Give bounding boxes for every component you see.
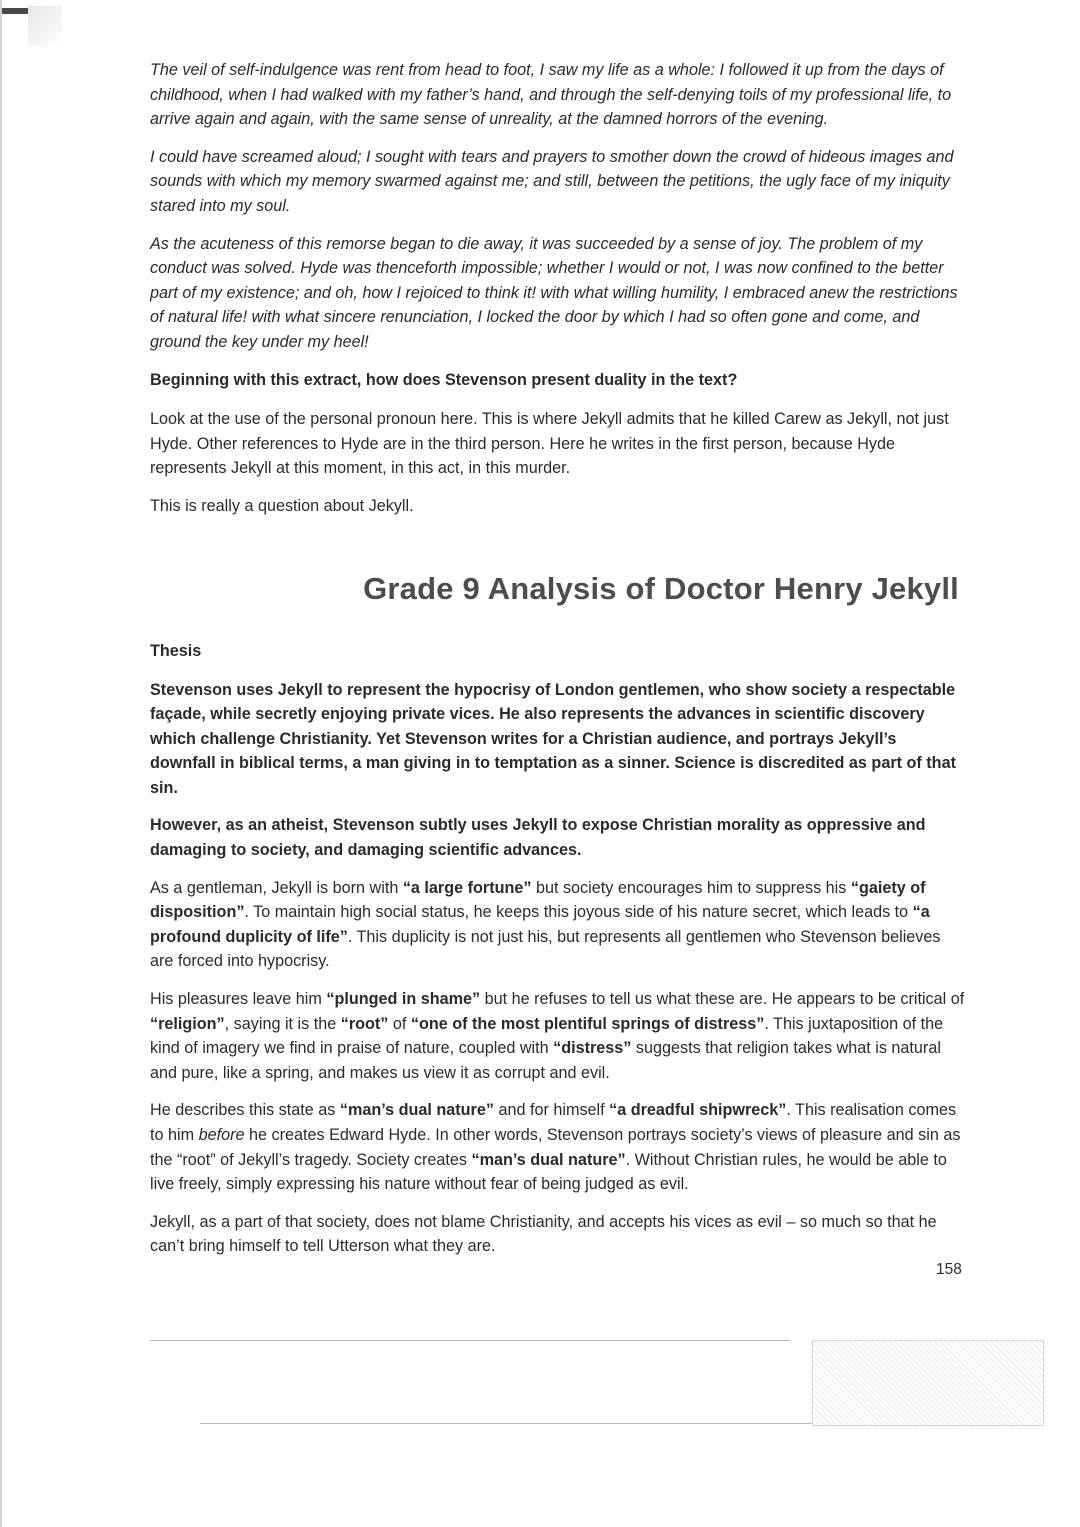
text-run: As a gentleman, Jekyll is born with — [150, 878, 403, 897]
text-run: . This realisation comes to him — [150, 1101, 957, 1144]
text-run: His pleasures leave him — [150, 990, 327, 1009]
quotation: “man’s dual nature” — [339, 1101, 494, 1120]
quotation: “distress” — [553, 1039, 632, 1058]
scan-line — [200, 1423, 820, 1424]
text-run: . This duplicity is not just his, but represents all gentlemen who Stevenson believes are forced into hypocrisy. — [150, 927, 941, 971]
scan-line — [150, 1340, 790, 1341]
emphasis: before — [198, 1126, 245, 1144]
scan-box-artifact — [812, 1340, 1044, 1426]
quotation: “plunged in shame” — [326, 990, 481, 1009]
text-run: . This juxtaposition of the kind of imagery we find in praise of nature, coupled with — [150, 1014, 944, 1058]
body-paragraph-3 — [150, 1098, 965, 1196]
text-run: but he refuses to tell us what these are. He appears to be critical of — [480, 990, 965, 1009]
text-run: , saying it is the — [224, 1014, 341, 1033]
page-number: 158 — [936, 1261, 962, 1278]
scan-edge — [0, 0, 2, 1527]
text-run: and for himself — [493, 1101, 610, 1120]
quotation: “a profound duplicity of life” — [150, 903, 930, 946]
text-run: He describes this state as — [150, 1101, 340, 1120]
text-run: but society encourages him to suppress his — [531, 878, 851, 897]
text-run: . To maintain high social status, he keeps this joyous side of his nature secret, which leads to — [244, 903, 913, 922]
answer-paragraph-1: Look at the use of the personal pronoun here. This is where Jekyll admits that he killed Carew as Jekyll, not just Hyde. Other references to Hyde are in the third person. Here he writes in the first person, because Hyde represents Jekyll at this moment, in this act, in this murder. — [150, 410, 949, 478]
page-content — [150, 58, 965, 1272]
answer-paragraph-2: This is really a question about Jekyll. — [150, 496, 414, 515]
extract-paragraph-2: I could have screamed aloud; I sought with tears and prayers to smother down the crowd of hideous images and sounds with which my memory swarmed against me; and still, between the petitions, the ugly face of my iniquity stared into my soul. — [150, 147, 954, 215]
quotation: “a large fortune” — [402, 878, 532, 897]
body-paragraph-1 — [150, 876, 965, 974]
quotation: “religion” — [150, 1014, 225, 1033]
extract-paragraph-1: The veil of self-indulgence was rent from head to foot, I saw my life as a whole: I followed it up from the days of childhood, when I had walked with my father’s hand, and through the self-denying toils of my professional life, to arrive again and again, with the same sense of unreality, at the damned horrors of the evening. — [150, 61, 952, 129]
body-paragraph-2 — [150, 987, 965, 1085]
essay-question: Beginning with this extract, how does Stevenson present duality in the text? — [150, 370, 738, 389]
quotation: “one of the most plentiful springs of distress” — [410, 1014, 765, 1033]
scan-artifact — [2, 8, 28, 14]
text-run: suggests that religion takes what is natural and pure, like a spring, and makes us view it as corrupt and evil. — [150, 1039, 941, 1082]
quotation: “man’s dual nature” — [471, 1150, 626, 1169]
quotation: “gaiety of disposition” — [150, 878, 926, 922]
quotation: “root” — [340, 1014, 389, 1033]
text-run: . Without Christian rules, he would be able to live freely, simply expressing his nature without fear of being judged as evil. — [150, 1150, 947, 1194]
thesis-label: Thesis — [150, 641, 202, 660]
extract-paragraph-3: As the acuteness of this remorse began to die away, it was succeeded by a sense of joy. The problem of my conduct was solved. Hyde was thenceforth impossible; whether I would or not, I was now confined to the better part of my existence; and oh, how I rejoiced to think it! with what willing humility, I embraced anew the restrictions of natural life! with what sincere renunciation, I locked the door by which I had so often gone and come, and ground the key under my heel! — [150, 234, 958, 351]
section-heading: Grade 9 Analysis of Doctor Henry Jekyll — [363, 570, 959, 606]
text-run: of — [388, 1014, 411, 1033]
scan-smudge — [28, 6, 62, 46]
thesis-paragraph-2: However, as an atheist, Stevenson subtly uses Jekyll to expose Christian morality as oppressive and damaging to society, and damaging scientific advances. — [150, 816, 926, 860]
text-run: he creates Edward Hyde. In other words, Stevenson portrays society’s views of pleasure and sin as the “root” of Jekyll’s tragedy. Society creates — [150, 1126, 961, 1169]
thesis-paragraph-1: Stevenson uses Jekyll to represent the hypocrisy of London gentlemen, who show society a respectable façade, while secretly enjoying private vices. He also represents the advances in scientific discovery which challenge Christianity. Yet Stevenson writes for a Christian audience, and portrays Jekyll’s downfall in biblical terms, a man giving in to temptation as a sinner. Science is discredited as part of that sin. — [150, 680, 956, 797]
body-paragraph-4: Jekyll, as a part of that society, does not blame Christianity, and accepts his vices as evil – so much so that he can’t bring himself to tell Utterson what they are. — [150, 1212, 937, 1256]
quotation: “a dreadful shipwreck” — [609, 1101, 787, 1120]
